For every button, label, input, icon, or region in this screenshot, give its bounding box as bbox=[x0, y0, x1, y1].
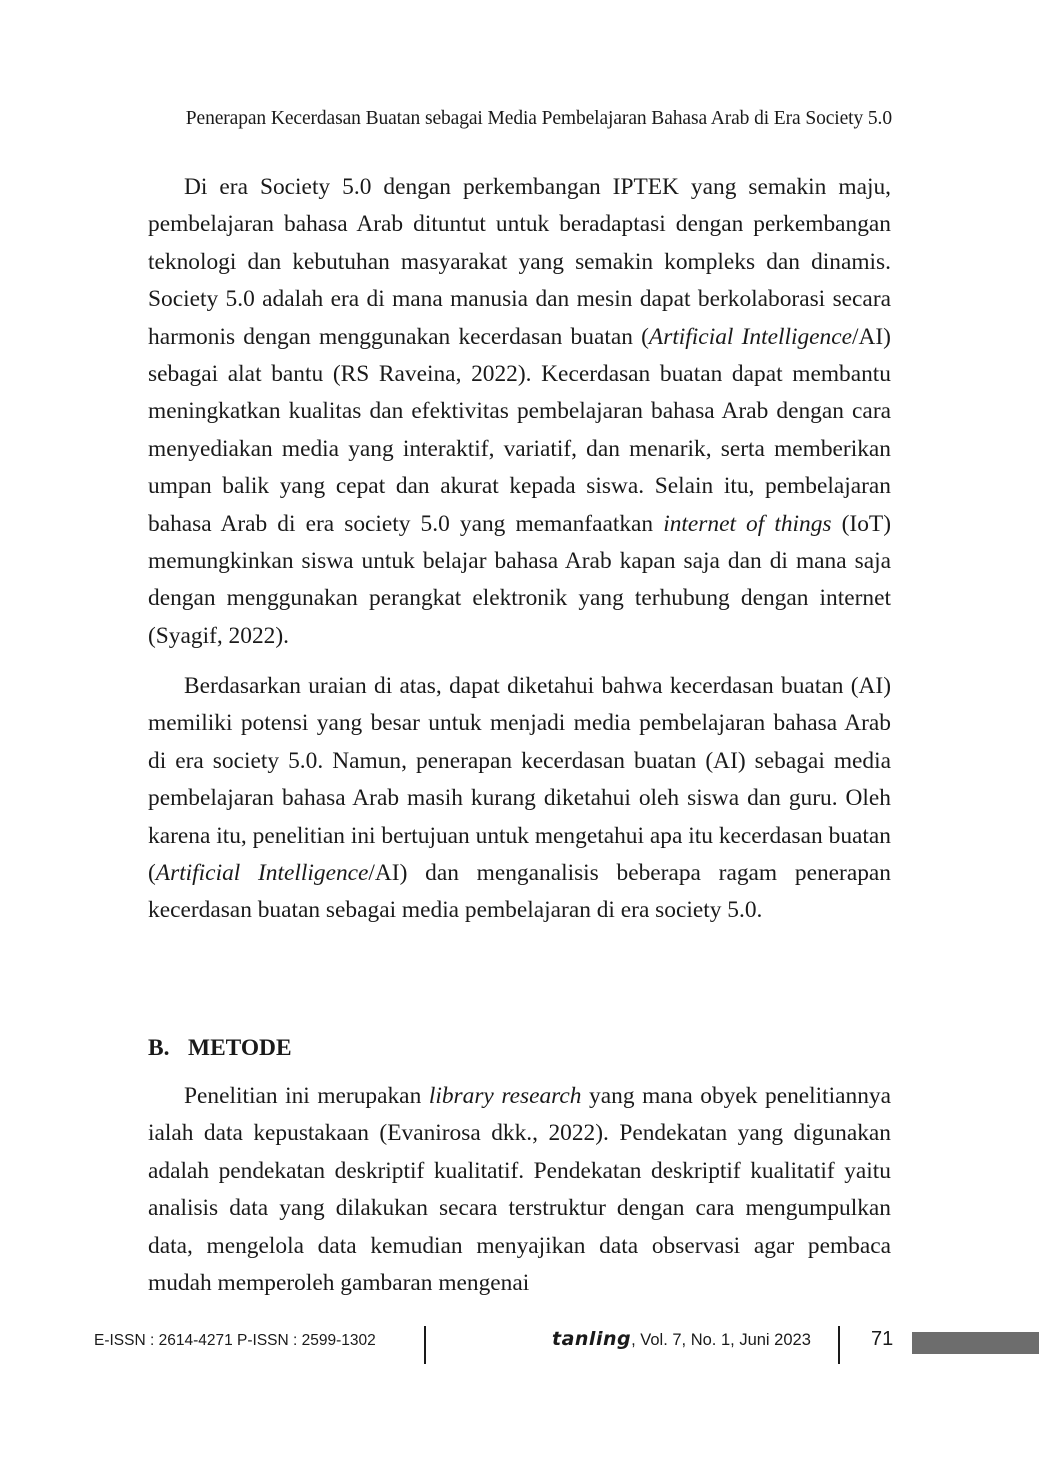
paragraph-text: yang mana obyek penelitiannya ialah data kepustakaan (Evanirosa dkk., 2022). Pendekatan yang digunakan adalah pendekatan deskriptif kualitatif. Pendekatan deskriptif kualitatif yaitu analisis data yang dilakukan secara terstruktur dengan cara mengumpulkan data, mengelola data kemudian menyajikan data observasi agar pembaca mudah memperoleh gambaran mengenai bbox=[148, 1083, 892, 1297]
page-number: 71 bbox=[871, 1328, 894, 1350]
footer-divider bbox=[424, 1326, 426, 1364]
section-number: B. bbox=[148, 1035, 170, 1061]
page-footer bbox=[0, 1326, 1039, 1372]
body-paragraph-3 bbox=[148, 1078, 891, 1302]
paragraph-text: /AI) sebagai alat bantu (RS Raveina, 2022). Kecerdasan buatan dapat membantu meningkatkan kualitas dan efektivitas pembelajaran bahasa Arab dengan cara menyediakan media yang interaktif, variatif, dan menarik, serta memberikan umpan balik yang cepat dan akurat kepada siswa. Selain itu, pembelajaran bahasa Arab di era society 5.0 yang memanfaatkan bbox=[148, 323, 891, 537]
running-header: Penerapan Kecerdasan Buatan sebagai Media Pembelajaran Bahasa Arab di Era Society 5.0 bbox=[185, 108, 892, 129]
issn-text: E-ISSN : 2614-4271 P-ISSN : 2599-1302 bbox=[94, 1332, 376, 1349]
italic-term: Artificial Intelligence bbox=[155, 860, 369, 887]
italic-term: library research bbox=[428, 1083, 582, 1109]
journal-info bbox=[552, 1328, 811, 1350]
volume-info: , Vol. 7, No. 1, Juni 2023 bbox=[631, 1331, 811, 1349]
body-paragraph-1 bbox=[148, 169, 891, 655]
journal-logo: tanling bbox=[552, 1328, 632, 1350]
body-paragraph-2 bbox=[148, 668, 891, 930]
paragraph-text: Berdasarkan uraian di atas, dapat diketahui bahwa kecerdasan buatan (AI) memiliki potensi yang besar untuk menjadi media pembelajaran bahasa Arab di era society 5.0. Namun, penerapan kecerdasan buatan (AI) sebagai media pembelajaran bahasa Arab masih kurang diketahui oleh siswa dan guru. Oleh karena itu, penelitian ini bertujuan untuk mengetahui apa itu kecerdasan buatan ( bbox=[148, 673, 891, 887]
footer-divider bbox=[838, 1326, 840, 1364]
paragraph-text: /AI) dan menganalisis beberapa ragam penerapan kecerdasan buatan sebagai media pembelajaran di era society 5.0. bbox=[148, 860, 891, 924]
paragraph-text: Di era Society 5.0 dengan perkembangan IPTEK yang semakin maju, pembelajaran bahasa Arab dituntut untuk beradaptasi dengan perkembangan teknologi dan kebutuhan masyarakat yang semakin kompleks dan dinamis. Society 5.0 adalah era di mana manusia dan mesin dapat berkolaborasi secara harmonis dengan menggunakan kecerdasan buatan ( bbox=[148, 174, 891, 350]
paragraph-text: Penelitian ini merupakan bbox=[184, 1083, 429, 1109]
section-heading bbox=[148, 1030, 292, 1067]
section-title: METODE bbox=[188, 1035, 292, 1061]
italic-term: internet of things bbox=[663, 510, 832, 537]
paragraph-text: (IoT) memungkinkan siswa untuk belajar bahasa Arab kapan saja dan di mana saja dengan menggunakan perangkat elektronik yang terhubung dengan internet (Syagif, 2022). bbox=[148, 510, 891, 649]
footer-band bbox=[912, 1332, 1039, 1354]
italic-term: Artificial Intelligence bbox=[648, 323, 852, 350]
